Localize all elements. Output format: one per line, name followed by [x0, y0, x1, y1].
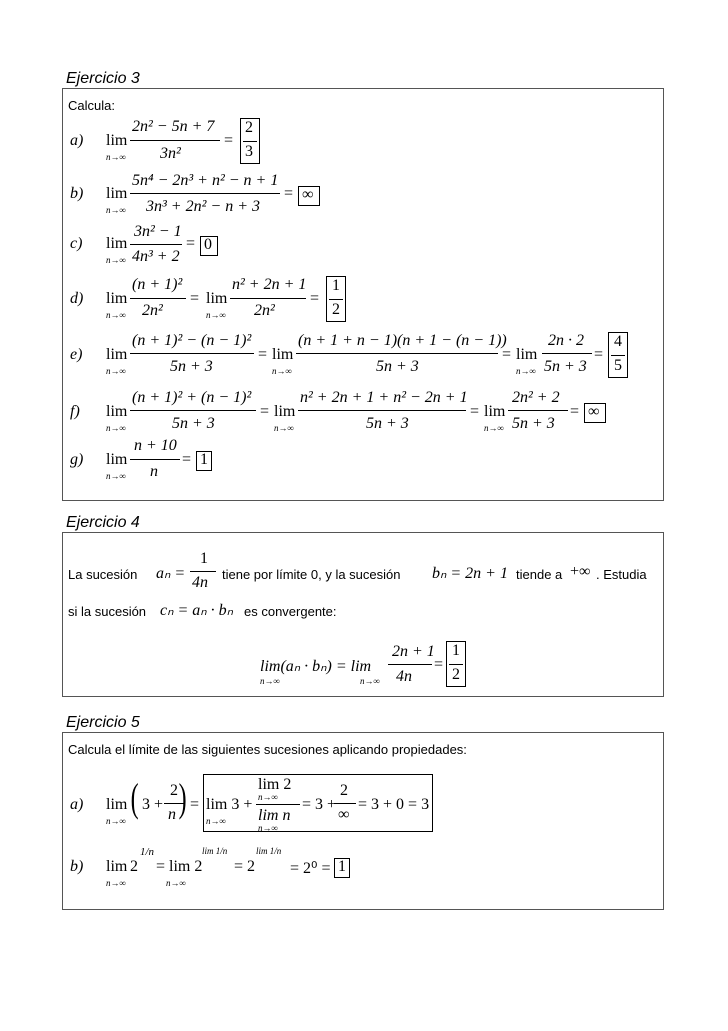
ex4-inf: +∞ [570, 563, 591, 580]
ex5-a-fden: n [168, 806, 176, 823]
ex3-d-den2: 2n² [254, 302, 275, 319]
ex3-c-eq: = [186, 235, 196, 252]
ex3-c-sub: n→∞ [106, 255, 126, 265]
ex5-a-s1: lim 3 + [206, 796, 253, 813]
ex5-a-lnum: lim 2 [258, 776, 292, 793]
ex3-e-num1: (n + 1)² − (n − 1)² [132, 332, 252, 349]
ex3-f-sub3: n→∞ [484, 423, 504, 433]
ex3-e-lim2: lim [272, 346, 294, 363]
ex4-an-num: 1 [200, 550, 208, 567]
ex3-f-num2: n² + 2n + 1 + n² − 2n + 1 [300, 389, 468, 406]
ex5-intro: Calcula el límite de las siguientes sucesiones aplicando propiedades: [68, 742, 467, 757]
ex3-f-eq2: = [470, 403, 480, 420]
ex4-res-num: 1 [452, 642, 460, 659]
ex3-e-lim1: lim [106, 346, 128, 363]
ex3-e-eq2: = [502, 346, 512, 363]
ex4-title: Ejercicio 4 [66, 514, 140, 531]
ex3-intro: Calcula: [68, 98, 115, 113]
ex5-b-res: 1 [338, 858, 346, 875]
ex3-c-den: 4n³ + 2 [132, 248, 180, 265]
ex5-a-tag: a) [70, 796, 84, 813]
ex3-f-sub1: n→∞ [106, 423, 126, 433]
ex3-d-lim2: lim [206, 290, 228, 307]
ex5-b-lim: lim [106, 858, 128, 875]
ex3-f-eq3: = [570, 403, 580, 420]
ex3-e-eq3: = [594, 346, 604, 363]
ex4-lhs: lim(aₙ · bₙ) = lim [260, 658, 372, 675]
ex3-e-num2: (n + 1 + n − 1)(n + 1 − (n − 1)) [298, 332, 507, 349]
ex3-f-num3: 2n² + 2 [512, 389, 560, 406]
ex3-c-tag: c) [70, 235, 83, 252]
ex3-e-sub2: n→∞ [272, 366, 292, 376]
ex3-a-res-den: 3 [245, 143, 253, 160]
ex3-d-res-den: 2 [332, 301, 340, 318]
ex5-b-base: 2 [130, 858, 138, 875]
ex5-b-exp: 1/n [140, 846, 155, 858]
ex4-an: aₙ = [156, 565, 186, 582]
ex3-g-tag: g) [70, 451, 84, 468]
ex3-d-lim1: lim [106, 290, 128, 307]
ex4-res-den: 2 [452, 666, 460, 683]
ex5-a-lden: lim n [258, 807, 291, 824]
ex5-b-exp3: lim 1/n [256, 846, 282, 856]
ex4-num: 2n + 1 [392, 643, 435, 660]
ex5-a-pre: 3 + [142, 796, 164, 813]
ex5-a-sub: n→∞ [106, 816, 126, 826]
ex4-an-den: 4n [192, 574, 208, 591]
ex3-b-lim: lim [106, 185, 128, 202]
ex4-eq: = [434, 656, 444, 673]
ex3-c-num: 3n² − 1 [134, 223, 182, 240]
ex5-a-lim: lim [106, 796, 128, 813]
ex3-f-res: ∞ [588, 403, 600, 420]
ex4-text-3: tiende a [516, 567, 563, 582]
ex3-title: Ejercicio 3 [66, 70, 140, 87]
ex5-b-exp2: lim 1/n [202, 846, 228, 856]
ex3-f-sub2: n→∞ [274, 423, 294, 433]
ex5-a-eq: = [190, 796, 200, 813]
ex3-b-tag: b) [70, 185, 84, 202]
ex4-den: 4n [396, 668, 412, 685]
ex3-c-lim: lim [106, 235, 128, 252]
ex3-g-den: n [150, 463, 158, 480]
ex3-f-lim1: lim [106, 403, 128, 420]
ex3-d-num2: n² + 2n + 1 [232, 276, 307, 293]
ex3-b-num: 5n⁴ − 2n³ + n² − n + 1 [132, 172, 279, 189]
ex3-f-den2: 5n + 3 [366, 415, 409, 432]
ex5-b-sub2: n→∞ [166, 878, 186, 888]
ex4-text-4: . Estudia [596, 567, 647, 582]
ex3-e-den2: 5n + 3 [376, 358, 419, 375]
ex3-a-tag: a) [70, 132, 84, 149]
ex4-text-6: es convergente: [244, 604, 337, 619]
ex3-d-tag: d) [70, 290, 84, 307]
ex5-a-s3: = 3 + 0 = 3 [358, 796, 430, 813]
ex5-a-s2: = 3 + [302, 796, 337, 813]
ex3-f-num1: (n + 1)² + (n − 1)² [132, 389, 252, 406]
ex3-e-res-den: 5 [614, 357, 622, 374]
ex3-g-res: 1 [200, 451, 208, 468]
ex3-g-num: n + 10 [134, 437, 177, 454]
ex3-c-res: 0 [204, 236, 212, 253]
ex3-e-tag: e) [70, 346, 83, 363]
ex3-d-sub2: n→∞ [206, 310, 226, 320]
ex5-a-sub3: n→∞ [258, 792, 278, 802]
ex5-a-rparen: ) [178, 775, 187, 820]
ex5-b-eq1: = lim 2 [156, 858, 203, 875]
ex3-b-den: 3n³ + 2n² − n + 3 [146, 198, 260, 215]
ex5-b-eq3: = 2⁰ = [290, 860, 331, 877]
ex5-a-sub4: n→∞ [258, 823, 278, 833]
ex3-e-den3: 5n + 3 [544, 358, 587, 375]
ex3-e-res-num: 4 [614, 333, 622, 350]
ex3-b-eq: = [284, 185, 294, 202]
ex3-e-den1: 5n + 3 [170, 358, 213, 375]
ex5-a-lparen: ( [130, 775, 139, 820]
ex5-b-eq2: = 2 [234, 858, 256, 875]
ex3-a-den: 3n² [160, 145, 181, 162]
ex3-d-num1: (n + 1)² [132, 276, 183, 293]
ex3-a-num: 2n² − 5n + 7 [132, 118, 215, 135]
ex3-d-den1: 2n² [142, 302, 163, 319]
ex3-e-sub1: n→∞ [106, 366, 126, 376]
ex3-a-sub: n→∞ [106, 152, 126, 162]
ex3-b-sub: n→∞ [106, 205, 126, 215]
ex3-f-lim3: lim [484, 403, 506, 420]
ex4-text-2: tiene por límite 0, y la sucesión [222, 567, 401, 582]
ex3-e-num3: 2n · 2 [548, 332, 584, 349]
ex3-d-res-num: 1 [332, 277, 340, 294]
ex4-bn: bₙ = 2n + 1 [432, 565, 508, 582]
ex3-g-lim: lim [106, 451, 128, 468]
ex3-a-lim: lim [106, 132, 128, 149]
ex3-d-eq2: = [310, 290, 320, 307]
ex3-f-eq1: = [260, 403, 270, 420]
ex3-e-sub3: n→∞ [516, 366, 536, 376]
ex4-cn: cₙ = aₙ · bₙ [160, 602, 234, 619]
ex5-a-fnum: 2 [170, 782, 178, 799]
ex3-b-res: ∞ [302, 186, 314, 203]
ex4-text-5: si la sucesión [68, 604, 147, 619]
ex3-f-den3: 5n + 3 [512, 415, 555, 432]
ex5-b-sub1: n→∞ [106, 878, 126, 888]
ex3-a-res-num: 2 [245, 119, 253, 136]
ex3-f-den1: 5n + 3 [172, 415, 215, 432]
ex3-g-sub: n→∞ [106, 471, 126, 481]
ex5-a-sub2: n→∞ [206, 816, 226, 826]
ex5-title: Ejercicio 5 [66, 714, 140, 731]
ex3-g-eq: = [182, 451, 192, 468]
ex3-f-lim2: lim [274, 403, 296, 420]
ex4-sub2: n→∞ [360, 676, 380, 686]
ex4-text-1: La sucesión [68, 567, 138, 582]
ex5-a-den2: ∞ [338, 806, 350, 823]
ex3-a-eq: = [224, 132, 234, 149]
ex3-d-eq1: = [190, 290, 200, 307]
ex3-e-eq1: = [258, 346, 268, 363]
ex4-sub1: n→∞ [260, 676, 280, 686]
ex3-f-tag: f) [70, 403, 80, 420]
ex3-e-lim3: lim [516, 346, 538, 363]
ex5-b-tag: b) [70, 858, 84, 875]
ex3-d-sub1: n→∞ [106, 310, 126, 320]
ex5-a-num2: 2 [340, 782, 348, 799]
